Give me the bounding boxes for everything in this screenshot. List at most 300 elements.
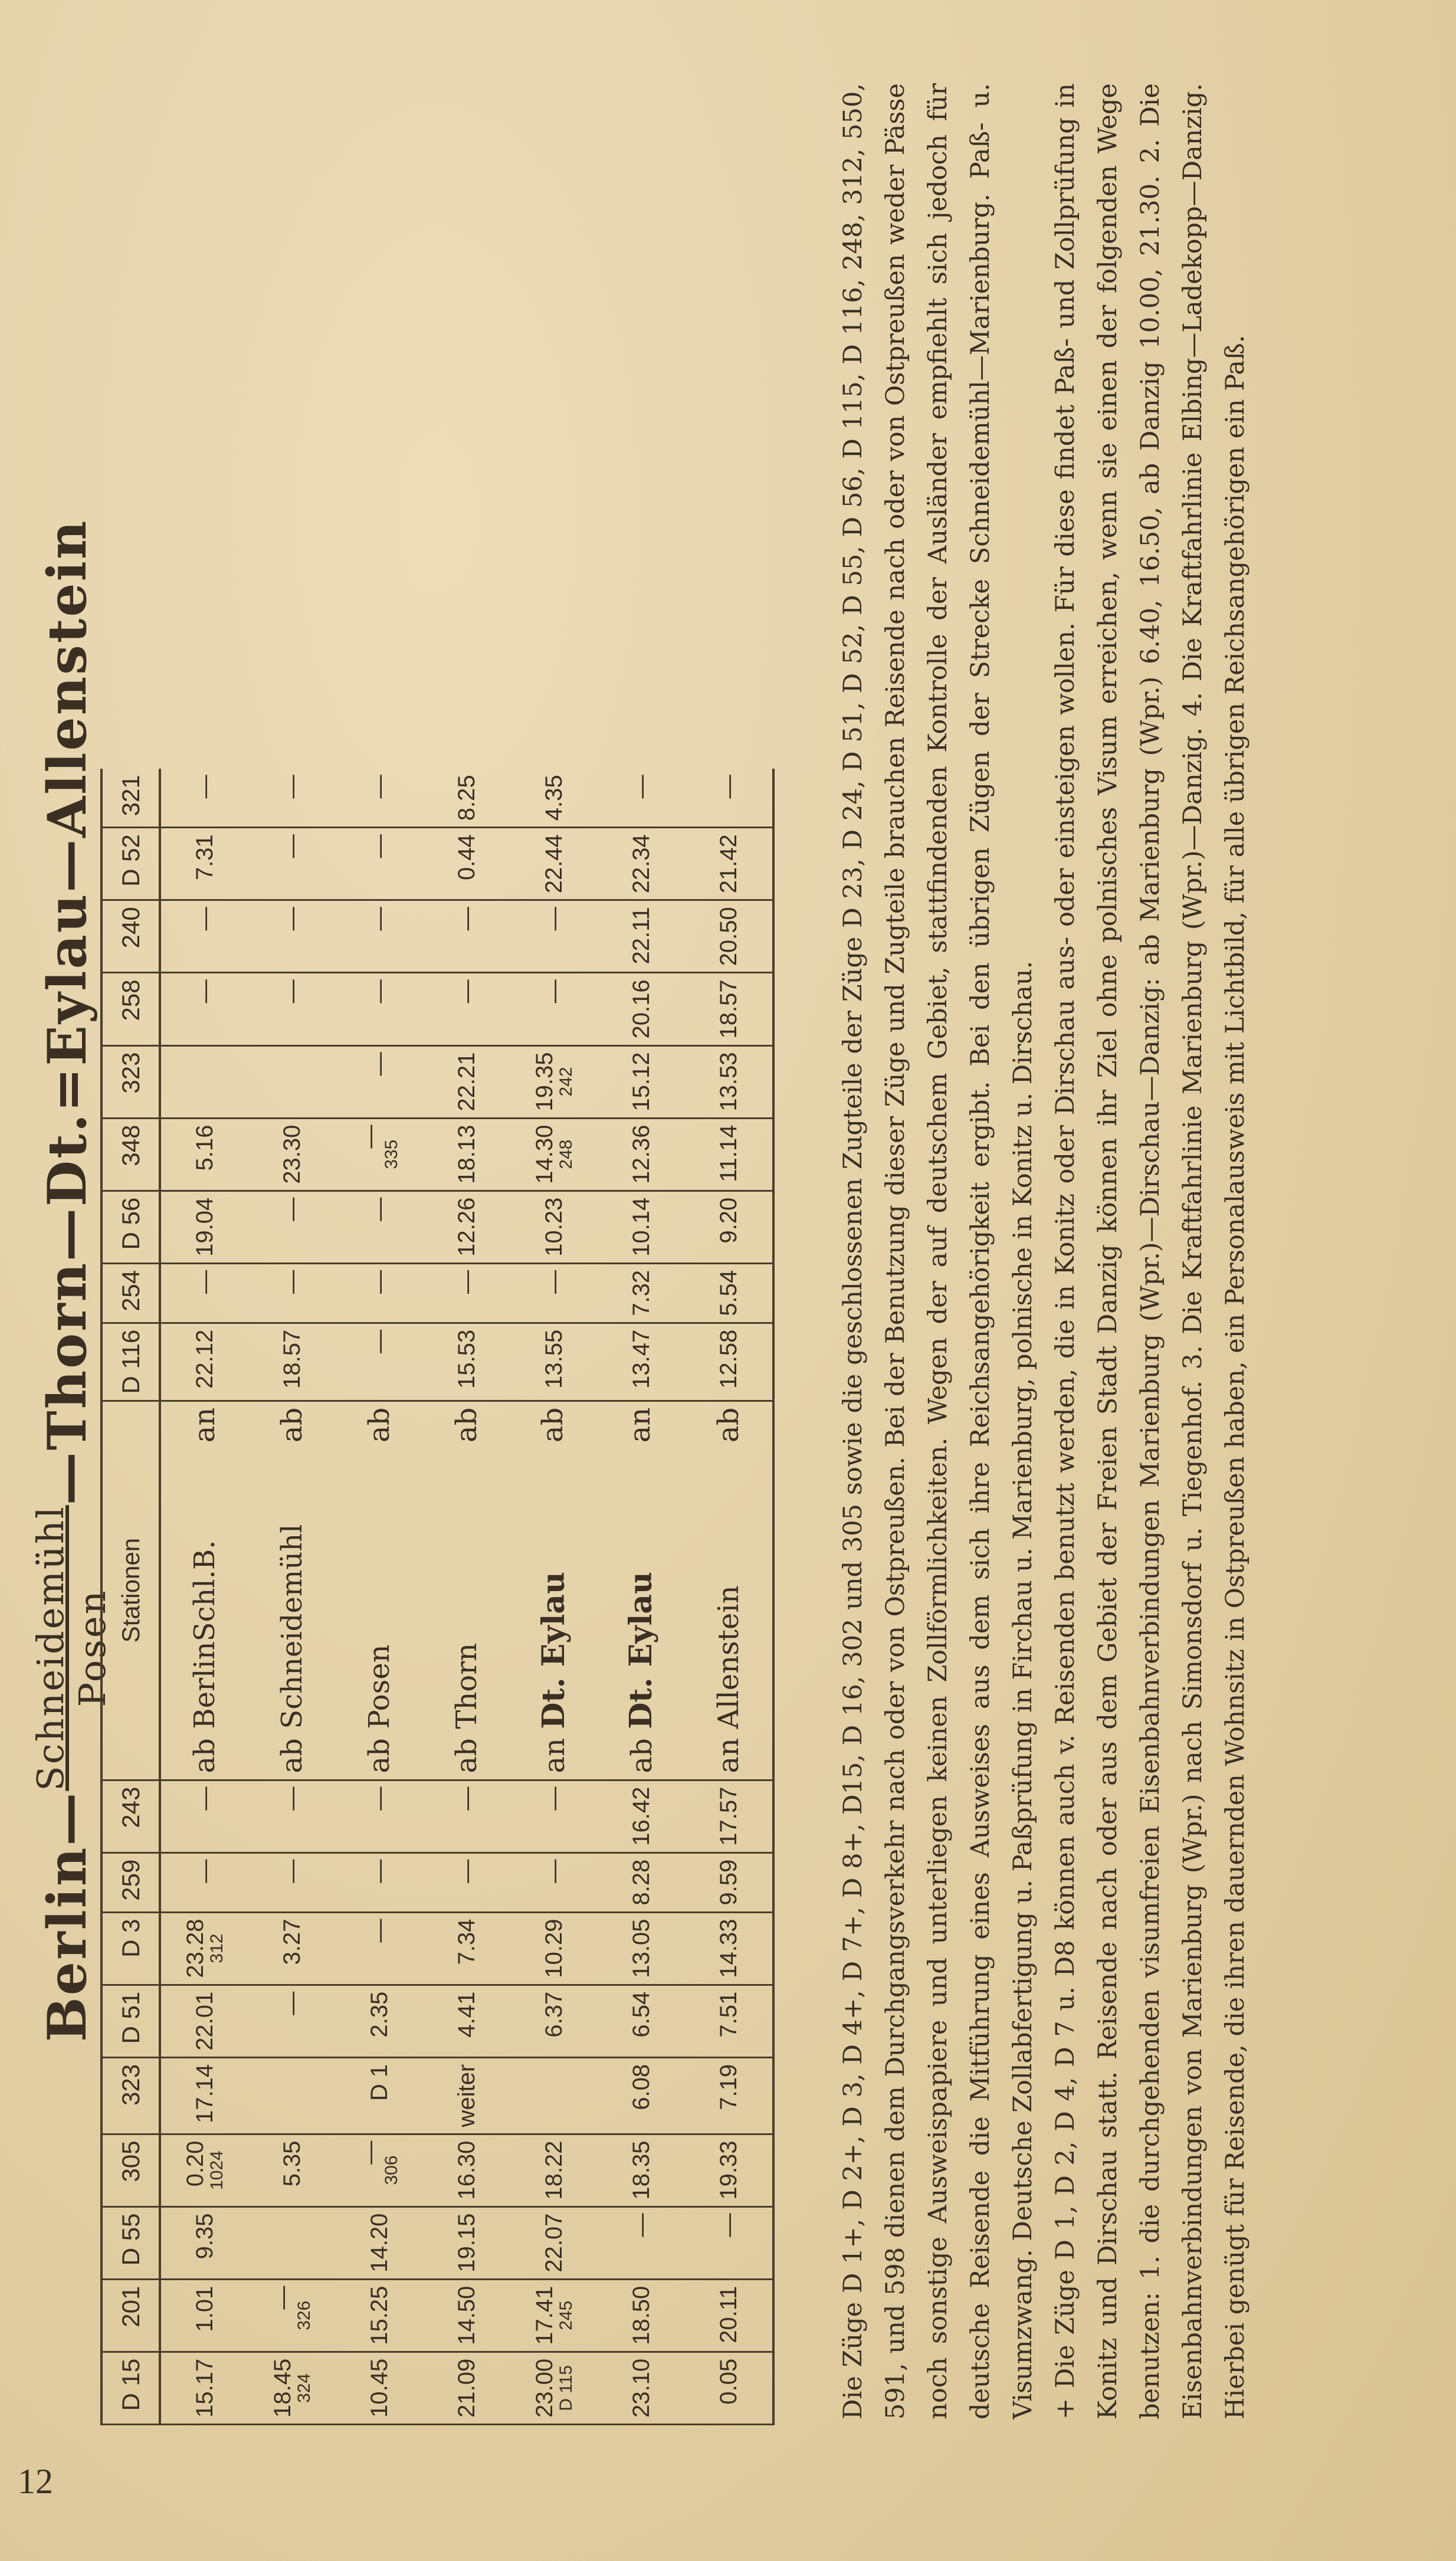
time-value: 10.29	[541, 1919, 567, 1978]
time-value: 22.34	[628, 834, 654, 894]
time-cell	[510, 1780, 598, 1852]
time-value: D 1	[366, 2064, 392, 2101]
time-cell	[423, 2206, 510, 2279]
time-value: —	[192, 1270, 218, 1294]
time-cell	[248, 2134, 336, 2206]
table-row	[423, 769, 510, 2424]
time-cell	[423, 900, 510, 973]
train-number: 245	[556, 2300, 576, 2330]
time-value: 17.57	[716, 1786, 742, 1846]
time-value: —	[716, 2213, 742, 2237]
time-value: —	[192, 775, 218, 799]
time-cell	[336, 1045, 423, 1118]
station-name: Dt. Eylau	[622, 1572, 659, 1729]
train-number: 324	[294, 2373, 314, 2403]
time-value: 9.35	[192, 2213, 218, 2260]
time-value: —	[454, 1859, 480, 1883]
table-row	[336, 769, 423, 2424]
train-number: 326	[294, 2300, 314, 2330]
title-part-2: —Thorn—Dt.=Eylau—Allenstein	[35, 519, 99, 1506]
time-cell	[336, 1323, 423, 1401]
time-cell	[685, 828, 773, 900]
title-part-1: Berlin—	[35, 1791, 99, 2042]
time-cell	[248, 1045, 336, 1118]
time-cell	[248, 2057, 336, 2134]
col-header: 258	[101, 973, 160, 1045]
time-value: 7.32	[628, 1270, 654, 1316]
time-value: 19.15	[454, 2213, 480, 2273]
time-value: 12.36	[628, 1124, 654, 1184]
time-cell	[598, 2352, 685, 2424]
time-cell	[685, 2206, 773, 2279]
time-cell	[685, 2279, 773, 2352]
time-value: 13.47	[628, 1329, 654, 1389]
station-name: BerlinSchl.B.	[188, 1540, 221, 1729]
time-cell	[510, 1045, 598, 1118]
direction-label: ab	[362, 1738, 396, 1773]
time-value: —	[279, 1859, 305, 1883]
direction-label: ab	[450, 1407, 483, 1443]
table-row	[160, 769, 248, 2424]
time-cell	[423, 1263, 510, 1323]
time-value: 10.45	[366, 2358, 392, 2418]
time-cell	[248, 2206, 336, 2279]
header-row	[101, 769, 160, 2424]
train-number: 248	[556, 1139, 576, 1169]
time-cell	[423, 1985, 510, 2057]
timetable-body	[160, 769, 773, 2424]
time-cell	[685, 1191, 773, 1263]
station-cell	[685, 1401, 773, 1780]
time-cell	[423, 2134, 510, 2206]
time-cell	[423, 1780, 510, 1852]
time-cell	[160, 2279, 248, 2352]
time-cell	[510, 1912, 598, 1985]
time-cell	[423, 2352, 510, 2424]
time-value: —	[192, 1859, 218, 1883]
time-cell	[248, 2352, 336, 2424]
time-cell	[598, 1323, 685, 1401]
time-cell	[423, 1852, 510, 1912]
time-cell	[160, 828, 248, 900]
time-value: 0.44	[454, 834, 480, 881]
time-value: —	[541, 907, 567, 931]
time-value: —	[279, 979, 305, 1004]
time-value: —	[628, 2213, 654, 2237]
time-value: 15.17	[192, 2358, 218, 2418]
time-value: 19.35	[532, 1052, 558, 1111]
time-value: 5.35	[279, 2140, 305, 2187]
time-value: 19.33	[716, 2140, 742, 2200]
time-value: —	[279, 1197, 305, 1221]
table-row	[248, 769, 336, 2424]
time-value: 18.22	[541, 2140, 567, 2200]
time-cell	[423, 1323, 510, 1401]
time-value: —	[366, 907, 392, 931]
time-value: 14.20	[366, 2213, 392, 2273]
time-cell	[423, 1191, 510, 1263]
time-cell	[510, 2279, 598, 2352]
time-value: —	[357, 1124, 383, 1149]
time-cell	[160, 2057, 248, 2134]
time-value: —	[716, 775, 742, 799]
time-value: 10.23	[541, 1197, 567, 1257]
train-number: 306	[382, 2155, 402, 2185]
time-value: —	[192, 979, 218, 1004]
time-cell	[248, 1985, 336, 2057]
time-cell	[248, 1191, 336, 1263]
time-value: 14.30	[532, 1124, 558, 1184]
time-cell	[510, 1323, 598, 1401]
station-name: Schneidemühl	[275, 1524, 309, 1729]
direction-label: ab	[275, 1738, 309, 1773]
station-cell	[423, 1401, 510, 1780]
table-row	[510, 769, 598, 2424]
time-value: 23.28	[182, 1919, 209, 1978]
time-value: 7.51	[716, 1991, 742, 2038]
time-cell	[160, 1780, 248, 1852]
station-name: Thorn	[450, 1642, 483, 1729]
col-header: 348	[101, 1118, 160, 1191]
time-cell	[685, 2057, 773, 2134]
time-cell	[336, 1852, 423, 1912]
time-cell	[160, 1045, 248, 1118]
time-cell	[598, 1263, 685, 1323]
time-value: 15.25	[366, 2285, 392, 2345]
time-cell	[160, 2206, 248, 2279]
time-cell	[685, 769, 773, 827]
time-value: —	[366, 1270, 392, 1294]
time-cell	[336, 2206, 423, 2279]
direction-label: ab	[625, 1738, 658, 1773]
time-cell	[685, 1323, 773, 1401]
time-value: 18.57	[716, 979, 742, 1039]
time-cell	[248, 828, 336, 900]
time-cell	[248, 1118, 336, 1191]
time-value: 6.08	[628, 2064, 654, 2110]
col-header: 201	[101, 2279, 160, 2352]
time-cell	[160, 900, 248, 973]
time-cell	[685, 1912, 773, 1985]
time-value: 22.01	[192, 1991, 218, 2051]
table-row	[685, 769, 773, 2424]
time-cell	[248, 1912, 336, 1985]
station-cell	[248, 1401, 336, 1780]
direction-label: ab	[536, 1407, 569, 1443]
time-value: —	[279, 1270, 305, 1294]
time-cell	[248, 769, 336, 827]
direction-label: ab	[362, 1407, 396, 1443]
time-value: —	[270, 2285, 296, 2310]
time-cell	[598, 2206, 685, 2279]
time-cell	[685, 2352, 773, 2424]
time-cell	[598, 828, 685, 900]
time-cell	[423, 1045, 510, 1118]
time-cell	[248, 973, 336, 1045]
time-cell	[685, 1985, 773, 2057]
time-cell	[248, 900, 336, 973]
time-value: —	[366, 834, 392, 858]
time-cell	[423, 1912, 510, 1985]
time-cell	[510, 769, 598, 827]
time-cell	[598, 2057, 685, 2134]
footnotes	[832, 83, 1257, 2419]
footnote-1: Die Züge D 1+, D 2+, D 3, D 4+, D 7+, D 8+, D15, D 16, 302 und 305 sowie die geschlossenen Zugteile der Züge D 23, D 24, D 51, D 52, D 55, D 56, D 115, D 116, 248, 312, 550, 591, und 598 dienen dem Durchgangsverkehr nach oder von Ostpreußen. Bei der Benutzung dieser Züge und Zugteile brauchen Reisende nach oder von Ostpreußen weder Pässe noch sonstige Ausweispapiere und unterliegen keinen Zollförmlichkeiten. Wegen der auf deutschem Gebiet, stattfindenden Kontrolle der Ausländer empfiehlt sich jedoch für deutsche Reisende die Mitführung eines Ausweises aus dem sich ihre Reichsangehörigkeit ergibt. Bei den übrigen Zügen der Strecke Schneidemühl—Marienburg. Paß- u. Visumzwang. Deutsche Zollabfertigung u. Paßprüfung in Firchau u. Marienburg, polnische in Konitz u. Dirschau.	[838, 83, 1038, 2419]
page-number: 12	[18, 2462, 53, 2501]
time-value: —	[366, 1859, 392, 1883]
time-value: —	[279, 1786, 305, 1811]
time-cell	[510, 1852, 598, 1912]
time-value: 21.42	[716, 834, 742, 894]
time-value: 19.04	[192, 1197, 218, 1257]
col-header: D 51	[101, 1985, 160, 2057]
time-value: —	[366, 979, 392, 1004]
time-value: 0.20	[182, 2140, 209, 2187]
time-cell	[336, 1780, 423, 1852]
time-value: weiter	[454, 2064, 480, 2127]
time-value: 14.50	[454, 2285, 480, 2345]
time-cell	[510, 2352, 598, 2424]
time-value: 22.21	[454, 1052, 480, 1111]
time-cell	[336, 900, 423, 973]
time-cell	[510, 1191, 598, 1263]
title-stack-top: Schneidemühl	[29, 1505, 72, 1791]
time-cell	[160, 1985, 248, 2057]
time-cell	[160, 1263, 248, 1323]
time-cell	[598, 2134, 685, 2206]
time-value: 4.35	[541, 775, 567, 821]
time-cell	[598, 1985, 685, 2057]
direction-label: an	[188, 1407, 221, 1443]
time-value: 12.58	[716, 1329, 742, 1389]
time-cell	[423, 2279, 510, 2352]
time-cell	[160, 1118, 248, 1191]
time-cell	[510, 1118, 598, 1191]
time-cell	[336, 1985, 423, 2057]
time-value: 13.53	[716, 1052, 742, 1111]
col-header: 305	[101, 2134, 160, 2206]
time-value: —	[279, 1991, 305, 2015]
time-value: 18.35	[628, 2140, 654, 2200]
time-cell	[336, 2134, 423, 2206]
col-header: 321	[101, 769, 160, 827]
time-value: 18.13	[454, 1124, 480, 1184]
time-value: —	[192, 907, 218, 931]
col-header: D 116	[101, 1323, 160, 1401]
col-header: 323	[101, 1045, 160, 1118]
table-row	[598, 769, 685, 2424]
time-value: 23.10	[628, 2358, 654, 2418]
time-value: 0.05	[716, 2358, 742, 2405]
time-value: —	[279, 907, 305, 931]
time-cell	[510, 2134, 598, 2206]
time-value: 13.05	[628, 1919, 654, 1978]
time-value: 18.50	[628, 2285, 654, 2345]
time-value: —	[628, 775, 654, 799]
time-cell	[248, 1263, 336, 1323]
time-value: 20.50	[716, 907, 742, 966]
time-value: 8.28	[628, 1859, 654, 1906]
time-value: 16.42	[628, 1786, 654, 1846]
time-value: 23.30	[279, 1124, 305, 1184]
time-value: 16.30	[454, 2140, 480, 2200]
time-value: 21.09	[454, 2358, 480, 2418]
time-cell	[598, 1045, 685, 1118]
time-value: 17.41	[532, 2285, 558, 2345]
time-cell	[685, 2134, 773, 2206]
time-value: 5.54	[716, 1270, 742, 1316]
time-cell	[160, 1852, 248, 1912]
station-name: Posen	[362, 1644, 396, 1729]
train-number: 312	[207, 1933, 227, 1963]
time-value: 22.44	[541, 834, 567, 894]
time-cell	[336, 1118, 423, 1191]
time-value: 23.00	[532, 2358, 558, 2418]
time-cell	[510, 828, 598, 900]
time-cell	[598, 1852, 685, 1912]
time-cell	[423, 769, 510, 827]
time-cell	[160, 769, 248, 827]
time-cell	[336, 973, 423, 1045]
time-value: —	[366, 1052, 392, 1076]
station-name: Dt. Eylau	[535, 1572, 572, 1729]
station-cell	[598, 1401, 685, 1780]
station-name: Allenstein	[711, 1585, 745, 1729]
time-cell	[510, 1263, 598, 1323]
col-header: D 15	[101, 2352, 160, 2424]
time-cell	[336, 1191, 423, 1263]
time-value: 18.45	[270, 2358, 296, 2418]
time-value: 4.41	[454, 1991, 480, 2038]
time-value: 15.53	[454, 1329, 480, 1389]
time-cell	[336, 2057, 423, 2134]
time-value: —	[366, 1197, 392, 1221]
time-value: 7.34	[454, 1919, 480, 1965]
time-value: 9.59	[716, 1859, 742, 1906]
station-cell	[510, 1401, 598, 1780]
time-cell	[510, 1985, 598, 2057]
time-cell	[510, 973, 598, 1045]
train-number: 1024	[207, 2150, 227, 2190]
time-value: —	[366, 775, 392, 799]
time-cell	[685, 973, 773, 1045]
time-cell	[336, 1263, 423, 1323]
time-value: —	[454, 1270, 480, 1294]
col-header: D 55	[101, 2206, 160, 2279]
time-cell	[510, 900, 598, 973]
time-value: —	[357, 2140, 383, 2165]
time-cell	[248, 1323, 336, 1401]
time-value: —	[366, 1919, 392, 1943]
time-cell	[336, 1912, 423, 1985]
time-value: —	[279, 834, 305, 858]
time-value: 9.20	[716, 1197, 742, 1244]
time-cell	[423, 2057, 510, 2134]
time-value: 22.12	[192, 1329, 218, 1389]
time-cell	[160, 2134, 248, 2206]
time-value: 5.16	[192, 1124, 218, 1171]
time-cell	[510, 2057, 598, 2134]
time-cell	[160, 1191, 248, 1263]
time-cell	[423, 973, 510, 1045]
time-cell	[336, 828, 423, 900]
time-value: —	[454, 979, 480, 1004]
time-value: —	[541, 979, 567, 1004]
time-cell	[598, 900, 685, 973]
col-header: 240	[101, 900, 160, 973]
time-value: 7.19	[716, 2064, 742, 2110]
time-cell	[336, 2352, 423, 2424]
time-value: —	[541, 1786, 567, 1811]
time-value: 22.07	[541, 2213, 567, 2273]
time-value: —	[366, 1329, 392, 1353]
time-value: 6.54	[628, 1991, 654, 2038]
direction-label: an	[537, 1738, 571, 1773]
time-value: 1.01	[192, 2285, 218, 2332]
col-header: 323	[101, 2057, 160, 2134]
direction-label: ab	[275, 1407, 309, 1443]
time-cell	[685, 1780, 773, 1852]
time-cell	[160, 1912, 248, 1985]
time-cell	[685, 900, 773, 973]
time-cell	[336, 2279, 423, 2352]
time-value: 7.31	[192, 834, 218, 881]
time-value: 12.26	[454, 1197, 480, 1257]
time-value: 3.27	[279, 1919, 305, 1965]
col-header: 243	[101, 1780, 160, 1852]
time-cell	[598, 1118, 685, 1191]
time-cell	[510, 2206, 598, 2279]
col-header: 254	[101, 1263, 160, 1323]
footnote-2: + Die Züge D 1, D 2, D 4, D 7 u. D8 können auch v. Reisenden benutzt werden, die in Konitz oder Dirschau aus- oder einsteigen wollen. Für diese findet Paß- und Zollprüfung in Konitz und Dirschau statt. Reisende nach oder aus dem Gebiet der Freien Stadt Danzig können ihr Ziel ohne polnisches Visum erreichen, wenn sie einen der folgenden Wege benutzen: 1. die durchgehenden visumfreien Eisenbahnverbindungen Marienburg (Wpr.)—Dirschau—Danzig: ab Marienburg (Wpr.) 6.40, 16.50, ab Danzig 10.00, 21.30. 2. Die Eisenbahnverbindungen von Marienburg (Wpr.) nach Simonsdorf u. Tiegenhof. 3. Die Kraftfahrlinie Marienburg (Wpr.)—Danzig. 4. Die Kraftfahrlinie Elbing—Ladekopp—Danzig. Hierbei genügt für Reisende, die ihren dauernden Wohnsitz in Ostpreußen haben, ein Personalausweis mit Lichtbild, für alle übrigen Reichsangehörigen ein Paß.	[1051, 83, 1250, 2419]
time-cell	[248, 1852, 336, 1912]
time-value: 18.57	[279, 1329, 305, 1389]
time-value: 22.11	[628, 907, 654, 965]
time-value: 20.11	[716, 2285, 742, 2343]
time-cell	[423, 828, 510, 900]
time-cell	[598, 2279, 685, 2352]
time-cell	[685, 1118, 773, 1191]
direction-label: ab	[188, 1738, 221, 1773]
time-cell	[598, 1191, 685, 1263]
time-value: —	[366, 1786, 392, 1811]
time-cell	[248, 2279, 336, 2352]
time-value: —	[541, 1270, 567, 1294]
time-cell	[423, 1118, 510, 1191]
time-cell	[160, 973, 248, 1045]
time-value: 20.16	[628, 979, 654, 1039]
time-value: 10.14	[628, 1197, 654, 1257]
time-value: 2.35	[366, 1991, 392, 2038]
time-cell	[598, 1912, 685, 1985]
time-cell	[685, 1045, 773, 1118]
time-value: 17.14	[192, 2064, 218, 2123]
time-value: —	[454, 1786, 480, 1811]
time-value: 14.33	[716, 1919, 742, 1978]
time-cell	[248, 1780, 336, 1852]
time-cell	[685, 1263, 773, 1323]
time-cell	[160, 2352, 248, 2424]
timetable	[100, 769, 775, 2425]
col-header: D 56	[101, 1191, 160, 1263]
time-cell	[160, 1323, 248, 1401]
direction-label: ab	[711, 1407, 745, 1443]
col-header: D 3	[101, 1912, 160, 1985]
direction-label: ab	[450, 1738, 483, 1773]
train-number: 335	[382, 1139, 402, 1169]
train-number: 242	[556, 1067, 576, 1097]
col-header: D 52	[101, 828, 160, 900]
